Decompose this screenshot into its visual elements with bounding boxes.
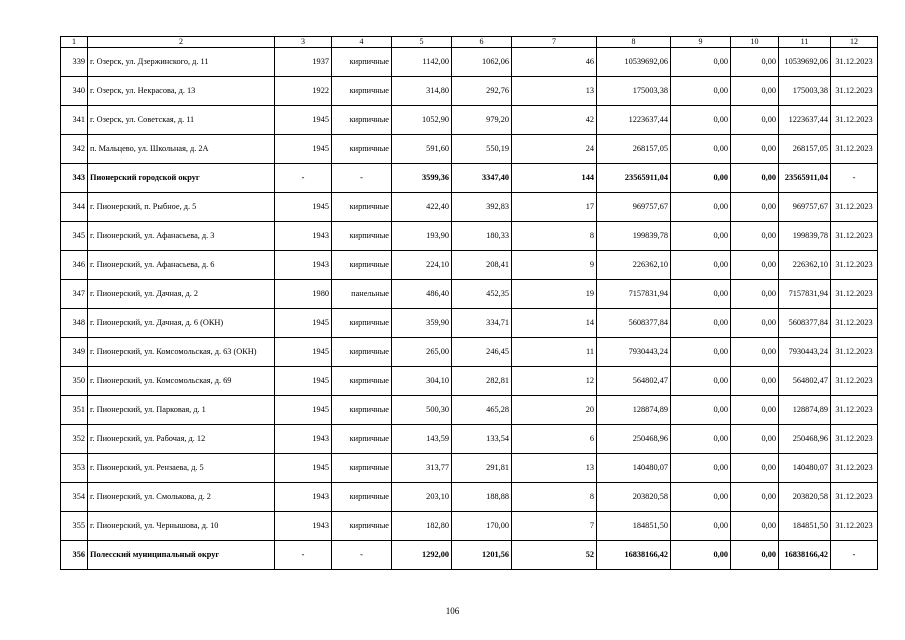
- cell-address: г. Пионерский, ул. Дачная, д. 2: [88, 280, 275, 309]
- cell-area-living: 465,28: [452, 396, 512, 425]
- cell-wall-material: панельные: [332, 280, 392, 309]
- cell-cost-total: 16838166,42: [597, 541, 671, 570]
- cell-area-total: 1292,00: [392, 541, 452, 570]
- column-number-cell: 3: [275, 37, 332, 48]
- cell-year-built: 1922: [275, 77, 332, 106]
- cell-cost-col-9: 0,00: [671, 367, 731, 396]
- cell-cost-total: 268157,05: [597, 135, 671, 164]
- cell-address: г. Озерск, ул. Советская, д. 11: [88, 106, 275, 135]
- column-number-cell: 9: [671, 37, 731, 48]
- column-number-cell: 2: [88, 37, 275, 48]
- cell-year-built: 1943: [275, 425, 332, 454]
- cell-cost-col-11: 7157831,94: [779, 280, 831, 309]
- cell-row-index: 351: [61, 396, 88, 425]
- cell-cost-total: 128874,89: [597, 396, 671, 425]
- column-number-cell: 4: [332, 37, 392, 48]
- cell-deadline-date: 31.12.2023: [831, 309, 878, 338]
- cell-year-built: 1943: [275, 512, 332, 541]
- cell-wall-material: -: [332, 541, 392, 570]
- cell-cost-total: 140480,07: [597, 454, 671, 483]
- cell-deadline-date: 31.12.2023: [831, 425, 878, 454]
- table-row: [61, 280, 878, 309]
- cell-wall-material: кирпичные: [332, 367, 392, 396]
- cell-address: г. Озерск, ул. Дзержинского, д. 11: [88, 48, 275, 77]
- cell-cost-col-9: 0,00: [671, 512, 731, 541]
- column-number-cell: 7: [512, 37, 597, 48]
- cell-address: г. Пионерский, ул. Афанасьева, д. 6: [88, 251, 275, 280]
- cell-year-built: -: [275, 164, 332, 193]
- cell-cost-total: 969757,67: [597, 193, 671, 222]
- cell-row-index: 341: [61, 106, 88, 135]
- column-number-cell: 11: [779, 37, 831, 48]
- cell-area-total: 313,77: [392, 454, 452, 483]
- column-number-cell: 1: [61, 37, 88, 48]
- cell-area-living: 282,81: [452, 367, 512, 396]
- cell-area-total: 304,10: [392, 367, 452, 396]
- cell-cost-col-11: 175003,38: [779, 77, 831, 106]
- cell-cost-col-10: 0,00: [731, 483, 779, 512]
- cell-area-living: 291,81: [452, 454, 512, 483]
- cell-residents-count: 144: [512, 164, 597, 193]
- cell-area-total: 3599,36: [392, 164, 452, 193]
- cell-cost-total: 7157831,94: [597, 280, 671, 309]
- cell-year-built: 1943: [275, 251, 332, 280]
- cell-address: г. Пионерский, ул. Парковая, д. 1: [88, 396, 275, 425]
- cell-year-built: 1945: [275, 106, 332, 135]
- cell-address: Полесский муниципальный округ: [88, 541, 275, 570]
- cell-year-built: 1937: [275, 48, 332, 77]
- cell-residents-count: 12: [512, 367, 597, 396]
- cell-residents-count: 42: [512, 106, 597, 135]
- cell-year-built: 1945: [275, 309, 332, 338]
- column-number-cell: 5: [392, 37, 452, 48]
- cell-residents-count: 17: [512, 193, 597, 222]
- cell-year-built: 1945: [275, 135, 332, 164]
- cell-area-living: 188,88: [452, 483, 512, 512]
- cell-year-built: -: [275, 541, 332, 570]
- table-row: [61, 251, 878, 280]
- cell-cost-col-11: 10539692,06: [779, 48, 831, 77]
- cell-cost-col-11: 268157,05: [779, 135, 831, 164]
- cell-deadline-date: 31.12.2023: [831, 222, 878, 251]
- cell-cost-col-9: 0,00: [671, 48, 731, 77]
- column-number-cell: 12: [831, 37, 878, 48]
- cell-wall-material: кирпичные: [332, 512, 392, 541]
- cell-area-living: 3347,40: [452, 164, 512, 193]
- cell-cost-col-11: 1223637,44: [779, 106, 831, 135]
- cell-row-index: 346: [61, 251, 88, 280]
- cell-area-living: 979,20: [452, 106, 512, 135]
- cell-area-total: 500,30: [392, 396, 452, 425]
- cell-wall-material: кирпичные: [332, 396, 392, 425]
- table-body: [61, 37, 878, 570]
- cell-area-total: 486,40: [392, 280, 452, 309]
- cell-deadline-date: 31.12.2023: [831, 338, 878, 367]
- cell-area-living: 180,33: [452, 222, 512, 251]
- table-row: [61, 396, 878, 425]
- table-row-total: [61, 164, 878, 193]
- cell-cost-col-9: 0,00: [671, 280, 731, 309]
- cell-address: г. Пионерский, ул. Рензаева, д. 5: [88, 454, 275, 483]
- cell-residents-count: 13: [512, 454, 597, 483]
- cell-residents-count: 9: [512, 251, 597, 280]
- cell-cost-total: 250468,96: [597, 425, 671, 454]
- cell-residents-count: 8: [512, 222, 597, 251]
- cell-cost-total: 203820,58: [597, 483, 671, 512]
- cell-deadline-date: 31.12.2023: [831, 396, 878, 425]
- cell-area-living: 170,00: [452, 512, 512, 541]
- cell-address: п. Мальцево, ул. Школьная, д. 2А: [88, 135, 275, 164]
- cell-cost-col-11: 7930443,24: [779, 338, 831, 367]
- cell-year-built: 1945: [275, 193, 332, 222]
- cell-cost-total: 564802,47: [597, 367, 671, 396]
- cell-residents-count: 6: [512, 425, 597, 454]
- cell-area-living: 292,76: [452, 77, 512, 106]
- cell-wall-material: кирпичные: [332, 425, 392, 454]
- cell-cost-col-9: 0,00: [671, 309, 731, 338]
- cell-cost-total: 184851,50: [597, 512, 671, 541]
- table-row: [61, 338, 878, 367]
- cell-residents-count: 20: [512, 396, 597, 425]
- cell-row-index: 353: [61, 454, 88, 483]
- cell-deadline-date: -: [831, 164, 878, 193]
- cell-area-living: 208,41: [452, 251, 512, 280]
- cell-cost-col-11: 203820,58: [779, 483, 831, 512]
- cell-row-index: 344: [61, 193, 88, 222]
- cell-cost-col-10: 0,00: [731, 222, 779, 251]
- cell-cost-col-9: 0,00: [671, 222, 731, 251]
- cell-cost-col-9: 0,00: [671, 135, 731, 164]
- cell-cost-col-10: 0,00: [731, 425, 779, 454]
- cell-cost-col-10: 0,00: [731, 77, 779, 106]
- cell-cost-col-10: 0,00: [731, 135, 779, 164]
- cell-cost-col-10: 0,00: [731, 280, 779, 309]
- cell-year-built: 1943: [275, 222, 332, 251]
- column-number-cell: 10: [731, 37, 779, 48]
- cell-area-total: 359,90: [392, 309, 452, 338]
- cell-row-index: 345: [61, 222, 88, 251]
- cell-cost-col-11: 184851,50: [779, 512, 831, 541]
- cell-row-index: 352: [61, 425, 88, 454]
- cell-cost-col-11: 199839,78: [779, 222, 831, 251]
- cell-address: г. Пионерский, ул. Чернышова, д. 10: [88, 512, 275, 541]
- cell-area-living: 334,71: [452, 309, 512, 338]
- cell-area-total: 265,00: [392, 338, 452, 367]
- cell-area-total: 422,40: [392, 193, 452, 222]
- cell-cost-col-10: 0,00: [731, 164, 779, 193]
- cell-row-index: 339: [61, 48, 88, 77]
- cell-residents-count: 8: [512, 483, 597, 512]
- table-row: [61, 425, 878, 454]
- table-row: [61, 512, 878, 541]
- cell-row-index: 356: [61, 541, 88, 570]
- cell-cost-col-9: 0,00: [671, 193, 731, 222]
- cell-residents-count: 46: [512, 48, 597, 77]
- cell-row-index: 350: [61, 367, 88, 396]
- cell-year-built: 1945: [275, 396, 332, 425]
- cell-cost-total: 10539692,06: [597, 48, 671, 77]
- cell-residents-count: 52: [512, 541, 597, 570]
- cell-deadline-date: 31.12.2023: [831, 193, 878, 222]
- column-number-row: [61, 37, 878, 48]
- cell-deadline-date: 31.12.2023: [831, 135, 878, 164]
- cell-cost-col-10: 0,00: [731, 251, 779, 280]
- cell-cost-col-10: 0,00: [731, 367, 779, 396]
- cell-cost-col-10: 0,00: [731, 193, 779, 222]
- cell-cost-col-11: 140480,07: [779, 454, 831, 483]
- cell-deadline-date: 31.12.2023: [831, 483, 878, 512]
- cell-cost-col-10: 0,00: [731, 396, 779, 425]
- column-number-cell: 8: [597, 37, 671, 48]
- cell-wall-material: кирпичные: [332, 251, 392, 280]
- cell-cost-col-11: 23565911,04: [779, 164, 831, 193]
- cell-cost-col-11: 16838166,42: [779, 541, 831, 570]
- cell-address: г. Озерск, ул. Некрасова, д. 13: [88, 77, 275, 106]
- column-number-cell: 6: [452, 37, 512, 48]
- cell-cost-col-9: 0,00: [671, 164, 731, 193]
- cell-area-total: 1052,90: [392, 106, 452, 135]
- cell-area-total: 143,59: [392, 425, 452, 454]
- table-row: [61, 222, 878, 251]
- cell-area-living: 133,54: [452, 425, 512, 454]
- cell-cost-col-9: 0,00: [671, 338, 731, 367]
- cell-area-total: 1142,00: [392, 48, 452, 77]
- cell-area-living: 1062,06: [452, 48, 512, 77]
- cell-cost-col-11: 5608377,84: [779, 309, 831, 338]
- cell-wall-material: кирпичные: [332, 48, 392, 77]
- table-row: [61, 48, 878, 77]
- table-row: [61, 367, 878, 396]
- cell-address: г. Пионерский, ул. Комсомольская, д. 63 (ОКН): [88, 338, 275, 367]
- table-row: [61, 454, 878, 483]
- cell-deadline-date: 31.12.2023: [831, 454, 878, 483]
- cell-year-built: 1980: [275, 280, 332, 309]
- cell-residents-count: 19: [512, 280, 597, 309]
- cell-cost-col-10: 0,00: [731, 106, 779, 135]
- cell-area-living: 550,19: [452, 135, 512, 164]
- cell-cost-total: 7930443,24: [597, 338, 671, 367]
- cell-deadline-date: 31.12.2023: [831, 48, 878, 77]
- cell-row-index: 340: [61, 77, 88, 106]
- page-number: 106: [445, 606, 460, 616]
- cell-deadline-date: 31.12.2023: [831, 280, 878, 309]
- cell-cost-col-11: 564802,47: [779, 367, 831, 396]
- cell-cost-col-10: 0,00: [731, 48, 779, 77]
- cell-wall-material: кирпичные: [332, 135, 392, 164]
- cell-cost-col-9: 0,00: [671, 106, 731, 135]
- cell-row-index: 348: [61, 309, 88, 338]
- cell-wall-material: кирпичные: [332, 483, 392, 512]
- table-row: [61, 483, 878, 512]
- cell-cost-col-10: 0,00: [731, 512, 779, 541]
- cell-cost-total: 175003,38: [597, 77, 671, 106]
- cell-area-living: 452,35: [452, 280, 512, 309]
- cell-cost-col-10: 0,00: [731, 454, 779, 483]
- cell-year-built: 1945: [275, 338, 332, 367]
- cell-cost-col-11: 250468,96: [779, 425, 831, 454]
- cell-area-living: 1201,56: [452, 541, 512, 570]
- cell-area-total: 182,80: [392, 512, 452, 541]
- table-row: [61, 106, 878, 135]
- cell-deadline-date: 31.12.2023: [831, 367, 878, 396]
- cell-row-index: 347: [61, 280, 88, 309]
- cell-area-total: 193,90: [392, 222, 452, 251]
- cell-area-total: 314,80: [392, 77, 452, 106]
- cell-row-index: 342: [61, 135, 88, 164]
- cell-wall-material: -: [332, 164, 392, 193]
- cell-deadline-date: 31.12.2023: [831, 251, 878, 280]
- cell-cost-total: 1223637,44: [597, 106, 671, 135]
- table-row: [61, 77, 878, 106]
- cell-deadline-date: -: [831, 541, 878, 570]
- cell-cost-col-9: 0,00: [671, 396, 731, 425]
- cell-area-total: 203,10: [392, 483, 452, 512]
- cell-cost-col-10: 0,00: [731, 541, 779, 570]
- cell-address: г. Пионерский, ул. Рабочая, д. 12: [88, 425, 275, 454]
- cell-wall-material: кирпичные: [332, 454, 392, 483]
- cell-cost-col-9: 0,00: [671, 541, 731, 570]
- cell-year-built: 1943: [275, 483, 332, 512]
- cell-deadline-date: 31.12.2023: [831, 77, 878, 106]
- cell-residents-count: 14: [512, 309, 597, 338]
- cell-cost-col-11: 128874,89: [779, 396, 831, 425]
- cell-wall-material: кирпичные: [332, 77, 392, 106]
- data-table: [60, 36, 878, 570]
- table-row: [61, 193, 878, 222]
- cell-wall-material: кирпичные: [332, 106, 392, 135]
- cell-year-built: 1945: [275, 367, 332, 396]
- cell-cost-total: 23565911,04: [597, 164, 671, 193]
- cell-address: Пионерский городской округ: [88, 164, 275, 193]
- cell-cost-col-11: 226362,10: [779, 251, 831, 280]
- cell-wall-material: кирпичные: [332, 193, 392, 222]
- cell-area-total: 224,10: [392, 251, 452, 280]
- cell-deadline-date: 31.12.2023: [831, 106, 878, 135]
- cell-cost-col-9: 0,00: [671, 77, 731, 106]
- cell-address: г. Пионерский, п. Рыбное, д. 5: [88, 193, 275, 222]
- cell-residents-count: 24: [512, 135, 597, 164]
- cell-residents-count: 11: [512, 338, 597, 367]
- cell-cost-col-9: 0,00: [671, 425, 731, 454]
- cell-cost-total: 199839,78: [597, 222, 671, 251]
- cell-area-living: 246,45: [452, 338, 512, 367]
- cell-address: г. Пионерский, ул. Дачная, д. 6 (ОКН): [88, 309, 275, 338]
- table-row-total: [61, 541, 878, 570]
- cell-row-index: 343: [61, 164, 88, 193]
- cell-address: г. Пионерский, ул. Комсомольская, д. 69: [88, 367, 275, 396]
- cell-wall-material: кирпичные: [332, 309, 392, 338]
- cell-cost-col-10: 0,00: [731, 338, 779, 367]
- cell-cost-total: 226362,10: [597, 251, 671, 280]
- cell-residents-count: 13: [512, 77, 597, 106]
- table-row: [61, 309, 878, 338]
- cell-year-built: 1945: [275, 454, 332, 483]
- cell-wall-material: кирпичные: [332, 338, 392, 367]
- cell-cost-col-11: 969757,67: [779, 193, 831, 222]
- cell-wall-material: кирпичные: [332, 222, 392, 251]
- cell-cost-col-9: 0,00: [671, 251, 731, 280]
- cell-cost-col-9: 0,00: [671, 483, 731, 512]
- cell-address: г. Пионерский, ул. Афанасьева, д. 3: [88, 222, 275, 251]
- cell-address: г. Пионерский, ул. Смолькова, д. 2: [88, 483, 275, 512]
- cell-residents-count: 7: [512, 512, 597, 541]
- cell-row-index: 354: [61, 483, 88, 512]
- cell-cost-col-10: 0,00: [731, 309, 779, 338]
- cell-row-index: 355: [61, 512, 88, 541]
- cell-area-living: 392,83: [452, 193, 512, 222]
- cell-deadline-date: 31.12.2023: [831, 512, 878, 541]
- cell-cost-col-9: 0,00: [671, 454, 731, 483]
- table-row: [61, 135, 878, 164]
- cell-area-total: 591,60: [392, 135, 452, 164]
- cell-cost-total: 5608377,84: [597, 309, 671, 338]
- cell-row-index: 349: [61, 338, 88, 367]
